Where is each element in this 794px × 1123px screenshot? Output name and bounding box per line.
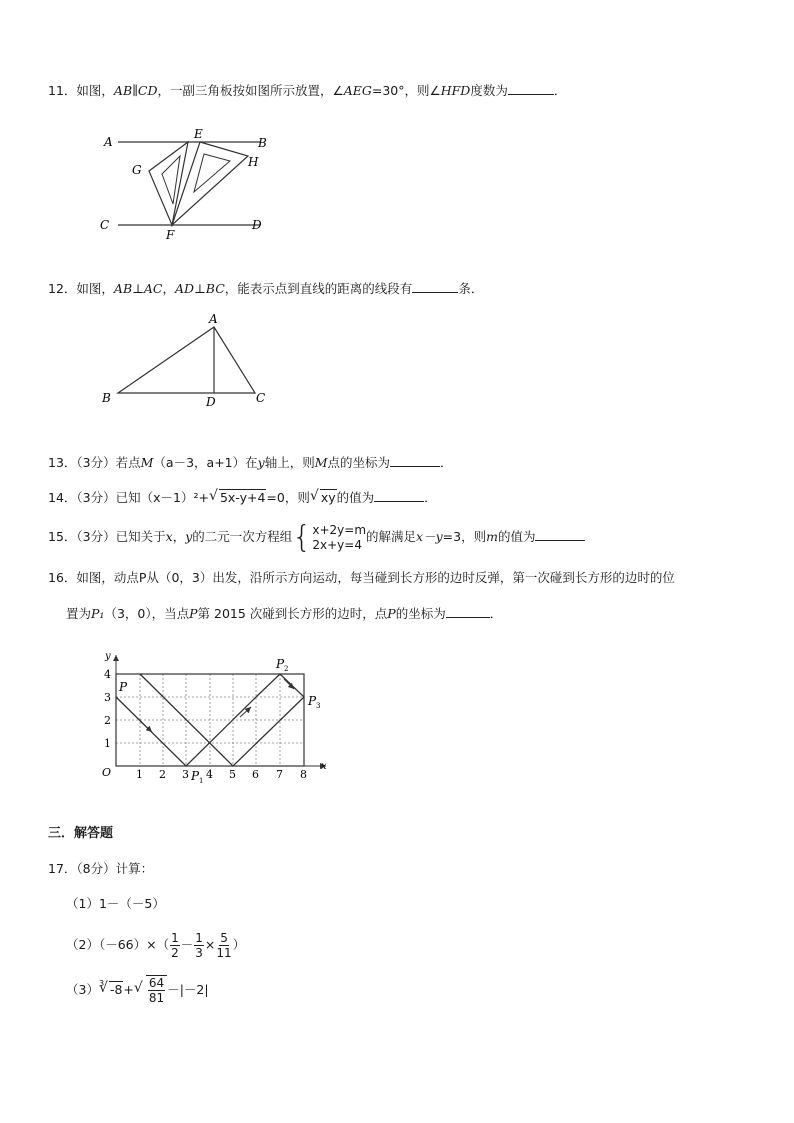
q12-number: 12． (48, 281, 77, 296)
fraction: $\frac{1}{3}$ (195, 931, 203, 960)
q17-part-3: （3） √ 3 -8+ √ $\frac{64}{81}$ －|－2| (66, 973, 209, 1007)
answer-blank[interactable] (446, 603, 490, 618)
label-E: E (194, 127, 203, 141)
label-H: H (248, 155, 259, 169)
x-tick: 7 (276, 768, 283, 781)
q13-number: 13． (48, 455, 77, 470)
y-tick: 2 (104, 714, 111, 727)
x-tick: 3 (182, 768, 189, 781)
label-D: D (206, 395, 216, 409)
question-14: 14．（3分）已知（x－1）²+√ 5x-y+4=0，则√ xy的值为 ． (48, 487, 437, 508)
q17-part-1: （1）1－（－5） (66, 896, 165, 911)
section-heading: 三．解答题 (48, 826, 114, 841)
answer-blank[interactable] (412, 278, 458, 293)
point-P-label: P (119, 680, 128, 694)
question-12: 12．如图，AB⊥AC，AD⊥BC，能表示点到直线的距离的线段有 条． (48, 278, 483, 299)
q17-number: 17． (48, 861, 77, 876)
question-15: 15．（3分）已知关于x，y的二元一次方程组 { x+2y=m 2x+y=4 的解满足x－y=3，则m的值为 (48, 522, 585, 553)
point-P3-subscript: 3 (316, 702, 321, 710)
label-A: A (209, 312, 218, 326)
sqrt-fraction: √ $\frac{64}{81}$ (134, 973, 167, 1007)
answer-blank[interactable] (374, 487, 424, 502)
label-B: B (102, 391, 111, 405)
q15-number: 15． (48, 529, 77, 544)
x-tick: 1 (136, 768, 143, 781)
label-A: A (104, 135, 113, 149)
question-13: 13．（3分）若点M（a－3，a+1）在y轴上，则M点的坐标为 ． (48, 452, 453, 473)
label-G: G (132, 163, 142, 177)
sqrt-expression: √ xy (310, 488, 337, 508)
point-P1-subscript: 1 (199, 777, 204, 785)
x-axis-label: x (321, 761, 327, 772)
x-tick: 5 (229, 768, 236, 781)
x-tick: 8 (300, 768, 307, 781)
label-C: C (100, 218, 110, 232)
point-P3-label: P (308, 694, 317, 708)
y-tick: 1 (104, 737, 111, 750)
point-P2-label: P (276, 657, 285, 671)
y-axis-label: y (105, 651, 111, 662)
q11-number: 11． (48, 83, 77, 98)
label-F: F (166, 228, 175, 242)
question-11: 11．如图，AB∥CD，一副三角板按如图所示放置，∠AEG=30°，则∠HFD度数为 ． (48, 80, 566, 101)
equation-system: { x+2y=m 2x+y=4 (292, 519, 367, 555)
label-B: B (258, 136, 267, 150)
q11-figure-parallel-lines-triangles (96, 124, 276, 244)
label-D: D (252, 218, 262, 232)
origin-label: O (102, 766, 112, 779)
q16-number: 16． (48, 570, 77, 585)
label-C: C (256, 391, 266, 405)
x-tick: 4 (206, 768, 213, 781)
q17-part-2: （2）（－66）×（ $\frac{1}{2}$ － $\frac{1}{3}$ × $\frac{5}{11}$ ） (66, 931, 246, 960)
q12-figure-right-triangle (98, 310, 278, 410)
point-P2-subscript: 2 (284, 665, 289, 673)
sqrt-expression: √ 5x-y+4 (209, 488, 266, 508)
point-P1-label: P (191, 769, 200, 783)
q14-number: 14． (48, 490, 77, 505)
x-tick: 2 (159, 768, 166, 781)
y-tick: 4 (104, 668, 111, 681)
answer-blank[interactable] (508, 80, 554, 95)
answer-blank[interactable] (535, 526, 585, 541)
q16-figure-rebound-grid (90, 645, 340, 785)
fraction: $\frac{5}{11}$ (216, 931, 232, 960)
question-16: 16．如图，动点P从（0，3）出发，沿所示方向运动，每当碰到长方形的边时反弹，第一次碰到长方形的边时的位 (48, 570, 675, 585)
fraction: $\frac{1}{2}$ (171, 931, 179, 960)
answer-blank[interactable] (390, 452, 440, 467)
y-tick: 3 (104, 691, 111, 704)
x-tick: 6 (252, 768, 259, 781)
cube-root: √ 3 -8 (99, 973, 123, 1007)
question-17: 17．（8分）计算： (48, 861, 154, 876)
question-16-line2: 置为P₁（3，0），当点P第 2015 次碰到长方形的边时，点P的坐标为 ． (66, 603, 502, 624)
